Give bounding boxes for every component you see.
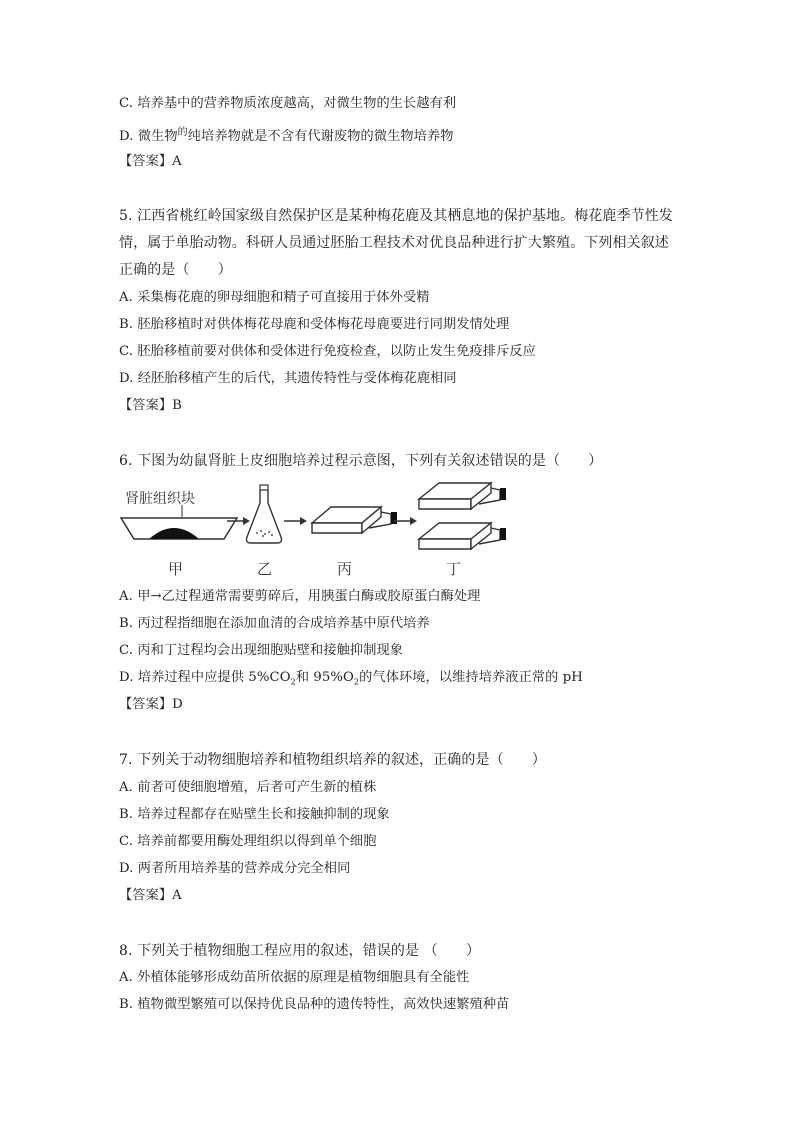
- arrow-2: [284, 517, 307, 525]
- q6-option-c: C. 丙和丁过程均会出现细胞贴壁和接触抑制现象: [119, 643, 404, 658]
- q8-option-b: B. 植物微型繁殖可以保持优良品种的遗传特性，高效快速繁殖种苗: [119, 997, 510, 1012]
- q6-option-b: B. 丙过程指细胞在添加血清的合成培养基中原代培养: [119, 616, 430, 631]
- q7-option-b: B. 培养过程都存在贴壁生长和接触抑制的现象: [119, 807, 390, 822]
- q4-option-d-sup: 的: [177, 127, 188, 138]
- cell-culture-diagram: [119, 481, 509, 581]
- q4-option-d: [119, 127, 454, 148]
- q6-option-d-part-2: 和 95%O: [295, 670, 354, 685]
- q6-option-d-sub-1: 2: [290, 677, 296, 687]
- q5-option-d: D. 经胚胎移植产生的后代，其遗传特性与受体梅花鹿相同: [119, 371, 457, 386]
- q6-option-a: A. 甲→乙过程通常需要剪碎后，用胰蛋白酶或胶原蛋白酶处理: [119, 589, 481, 604]
- q4-option-c: C. 培养基中的营养物质浓度越高，对微生物的生长越有利: [119, 96, 457, 111]
- label-jia: 甲: [168, 560, 184, 578]
- q7-option-c: C. 培养前都要用酶处理组织以得到单个细胞: [119, 834, 377, 849]
- q7-option-a: A. 前者可使细胞增殖，后者可产生新的植株: [119, 780, 377, 795]
- dish-jia: [121, 490, 237, 539]
- q6-option-d-part-1: D. 培养过程中应提供 5%CO: [119, 670, 291, 685]
- q8-option-a: A. 外植体能够形成幼苗所依据的原理是植物细胞具有全能性: [119, 970, 470, 985]
- label-bing: 丙: [337, 560, 353, 578]
- q6-option-d: [119, 668, 583, 693]
- q6-option-d-sub-2: 2: [353, 677, 360, 687]
- q5-option-a: A. 采集梅花鹿的卵母细胞和精子可直接用于体外受精: [119, 290, 430, 305]
- q5-answer: 【答案】B: [119, 398, 182, 413]
- q4-answer: 【答案】A: [119, 154, 182, 169]
- q4-option-d-post: 纯培养物就是不含有代谢废物的微生物培养物: [187, 129, 454, 144]
- q6-answer: 【答案】D: [119, 697, 183, 712]
- q7-stem: 7. 下列关于动物细胞培养和植物组织培养的叙述，正确的是（ ）: [119, 752, 547, 768]
- q5-stem-line-2: 情，属于单胎动物。科研人员通过胚胎工程技术对优良品种进行扩大繁殖。下列相关叙述: [119, 235, 669, 251]
- tissue-label: 肾脏组织块: [125, 491, 195, 507]
- arrow-3: [394, 517, 417, 525]
- flask-yi: [247, 485, 282, 543]
- culture-flask-bing: [312, 507, 397, 533]
- q4-option-d-pre: D. 微生物: [119, 129, 178, 144]
- label-ding: 丁: [446, 560, 462, 578]
- q5-option-c: C. 胚胎移植前要对供体和受体进行免疫检查，以防止发生免疫排斥反应: [119, 344, 536, 359]
- label-yi: 乙: [257, 560, 273, 578]
- q6-stem: 6. 下图为幼鼠肾脏上皮细胞培养过程示意图，下列有关叙述错误的是（ ）: [119, 453, 603, 469]
- q5-option-b: B. 胚胎移植时对供体梅花母鹿和受体梅花母鹿要进行同期发情处理: [119, 317, 510, 332]
- q6-option-d-part-3: 的气体环境，以维持培养液正常的 pH: [359, 670, 583, 685]
- q7-option-d: D. 两者所用培养基的营养成分完全相同: [119, 861, 351, 876]
- culture-flask-ding-top: [419, 483, 506, 509]
- culture-flask-ding-bottom: [419, 523, 506, 549]
- q5-stem-line-1: 5. 江西省桃红岭国家级自然保护区是某种梅花鹿及其栖息地的保护基地。梅花鹿季节性发: [119, 208, 673, 224]
- q5-stem-line-3: 正确的是（ ）: [119, 262, 232, 278]
- q7-answer: 【答案】A: [119, 888, 182, 903]
- q8-stem: 8. 下列关于植物细胞工程应用的叙述，错误的是 （ ）: [119, 943, 481, 959]
